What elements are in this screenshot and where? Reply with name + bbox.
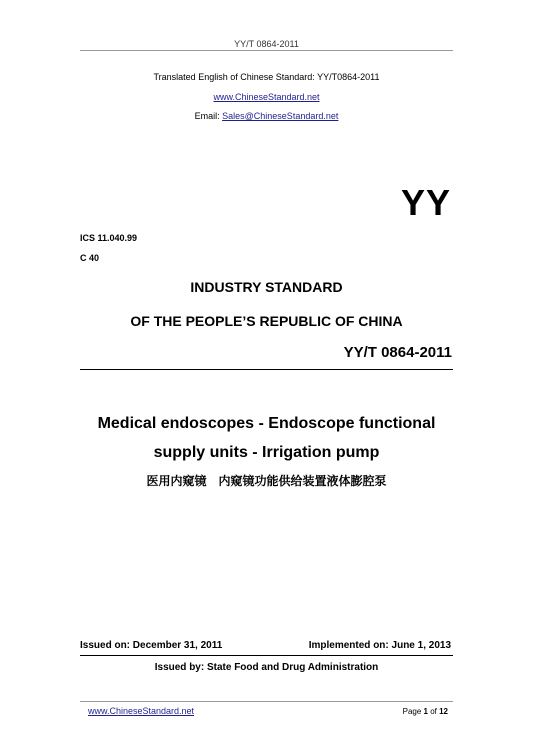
website-link-wrap xyxy=(0,92,533,102)
ics-code: ICS 11.040.99 xyxy=(80,233,138,243)
footer-divider xyxy=(80,701,453,702)
yy-mark: YY xyxy=(400,182,451,223)
heading-divider xyxy=(80,369,453,370)
page-current: 1 xyxy=(423,707,428,716)
page-label: Page xyxy=(402,707,424,716)
page-of-label: of xyxy=(427,707,440,716)
page-number xyxy=(403,707,448,716)
title-en-line2: supply units - Irrigation pump xyxy=(153,444,380,461)
title-en-line1: Medical endoscopes - Endoscope functional xyxy=(97,415,436,432)
email-link[interactable]: Sales@ChineseStandard.net xyxy=(222,111,339,121)
standard-heading-line2: OF THE PEOPLE’S REPUBLIC OF CHINA xyxy=(130,313,403,329)
dates-divider xyxy=(80,655,453,656)
email-line xyxy=(0,111,533,121)
issuer: Issued by: State Food and Drug Administration xyxy=(154,662,379,673)
ccs-code: C 40 xyxy=(80,253,100,263)
website-link[interactable]: www.ChineseStandard.net xyxy=(213,92,320,102)
standard-heading-line1: INDUSTRY STANDARD xyxy=(190,279,343,295)
title-zh: 医用内窥镜 内窥镜功能供给装置液体膨腔泵 xyxy=(146,474,387,488)
header-divider xyxy=(80,50,453,51)
translation-line: Translated English of Chinese Standard: YY/T0864-2011 xyxy=(153,72,380,82)
implemented-date: Implemented on: June 1, 2013 xyxy=(308,640,451,651)
standard-number: YY/T 0864-2011 xyxy=(343,344,452,361)
email-label: Email: xyxy=(194,111,223,121)
footer-website-wrap xyxy=(88,706,194,716)
page-total: 12 xyxy=(439,707,448,716)
footer-website-link[interactable]: www.ChineseStandard.net xyxy=(88,706,195,716)
header-code: YY/T 0864-2011 xyxy=(234,39,299,49)
issued-date: Issued on: December 31, 2011 xyxy=(80,640,223,651)
